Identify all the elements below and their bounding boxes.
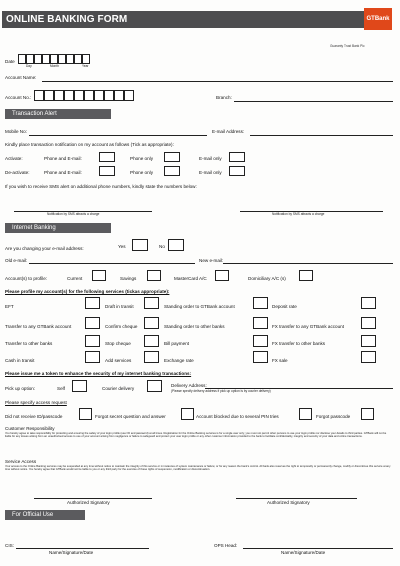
- service-label: Draft in transit: [105, 304, 134, 309]
- old-email-label: Old e-mail:: [5, 258, 28, 263]
- access-heading: Please specify access request: [5, 400, 67, 405]
- service-checkbox[interactable]: [253, 297, 268, 309]
- activate-phone-email-checkbox[interactable]: [99, 152, 115, 162]
- service-checkbox[interactable]: [253, 317, 268, 329]
- change-email-no-label: No: [159, 244, 165, 249]
- ops-head-field[interactable]: [243, 548, 393, 549]
- access-option-checkbox[interactable]: [181, 408, 194, 420]
- profile-current-checkbox[interactable]: [92, 270, 106, 281]
- service-label: Stop cheque: [105, 341, 131, 346]
- alert-instruction: Kindly place transaction notification on my account as follows (Tick as appropriate):: [5, 142, 174, 147]
- profile-savings-checkbox[interactable]: [147, 270, 161, 281]
- service-label: Standing order to other banks: [164, 324, 225, 329]
- mobile-field[interactable]: [29, 135, 207, 136]
- service-label: FX sale: [272, 358, 288, 363]
- change-email-no-checkbox[interactable]: [168, 239, 184, 251]
- pickup-courier-label: Courier delivery: [102, 386, 135, 391]
- signature-line-2[interactable]: [236, 498, 357, 499]
- responsibility-title: Customer Responsibility: [5, 426, 55, 431]
- access-option-label: Forgot passcode: [316, 414, 351, 419]
- service-label: Add services: [105, 358, 132, 363]
- profile-savings-label: Savings: [120, 276, 137, 281]
- account-no-label: Account No.:: [5, 95, 32, 100]
- activate-label: Activate:: [5, 156, 23, 161]
- date-digit-box[interactable]: [42, 54, 50, 64]
- service-label: Bill payment: [164, 341, 190, 346]
- account-digit-box[interactable]: [54, 90, 64, 101]
- account-digit-box[interactable]: [74, 90, 84, 101]
- access-option-checkbox[interactable]: [299, 408, 312, 420]
- access-option-checkbox[interactable]: [361, 408, 374, 420]
- sms-note-1: Notification by SMS attracts a charge: [47, 212, 100, 216]
- profile-current-label: Current: [67, 276, 83, 281]
- transaction-alert-heading: Transaction Alert: [5, 109, 111, 119]
- change-email-yes-label: Yes: [118, 244, 126, 249]
- profile-domiciliary-label: Domiciliary A/C (s): [248, 276, 286, 281]
- account-digit-box[interactable]: [124, 90, 134, 101]
- ops-sub-label: Name/Signature/Date: [281, 550, 326, 555]
- internet-banking-heading: Internet Banking: [5, 223, 111, 233]
- activate-email-only-checkbox[interactable]: [229, 152, 245, 162]
- deactivate-email-only-checkbox[interactable]: [229, 166, 245, 176]
- date-digit-box[interactable]: [58, 54, 66, 64]
- account-name-field[interactable]: [42, 81, 393, 82]
- delivery-note: (Please specify delivery address if pick up option is by courier delivery): [171, 389, 271, 393]
- activate-phone-email-label: Phone and E-mail:: [44, 156, 82, 161]
- delivery-address-label: Delivery Address:: [171, 383, 207, 388]
- access-option-checkbox[interactable]: [79, 408, 92, 420]
- activate-email-only-label: E-mail only: [199, 156, 222, 161]
- date-sub-month: Month: [50, 64, 59, 68]
- deactivate-phone-email-label: Phone and E-mail:: [44, 170, 82, 175]
- service-label: Deposit rate: [272, 304, 297, 309]
- ops-head-label: OPS Head:: [214, 543, 238, 548]
- bank-tagline: Guaranty Trust Bank Plc: [330, 44, 365, 48]
- sms-instruction: If you wish to receive SMS alert on additional phone numbers, kindly state the numbers below:: [5, 184, 197, 189]
- service-checkbox[interactable]: [144, 335, 159, 347]
- activate-phone-only-label: Phone only: [130, 156, 153, 161]
- email-field[interactable]: [250, 135, 393, 136]
- service-label: Transfer to any GTBank account: [5, 324, 72, 329]
- signatory-label-1: Authorized Signatory: [67, 500, 110, 505]
- account-digit-box[interactable]: [44, 90, 54, 101]
- new-email-label: New e-mail:: [199, 258, 224, 263]
- date-digit-box[interactable]: [50, 54, 58, 64]
- service-checkbox[interactable]: [253, 351, 268, 363]
- pickup-courier-checkbox[interactable]: [147, 380, 162, 392]
- signatory-label-2: Authorized Signatory: [267, 500, 310, 505]
- service-access-title: Service Access: [5, 459, 37, 464]
- service-label: FX transfer to any GTBank account: [272, 324, 345, 329]
- token-heading: Please issue me a token to enhance the security of my internet banking transactions:: [5, 371, 192, 376]
- deactivate-email-only-label: E-mail only: [199, 170, 222, 175]
- new-email-field[interactable]: [223, 263, 393, 264]
- account-name-label: Account Name:: [5, 75, 37, 80]
- date-digit-box[interactable]: [34, 54, 42, 64]
- official-use-heading: For Official Use: [5, 510, 85, 520]
- gtbank-logo: GTBank: [364, 8, 392, 30]
- activate-phone-only-checkbox[interactable]: [164, 152, 180, 162]
- profile-mastercard-checkbox[interactable]: [215, 270, 229, 281]
- cis-label: CIS:: [5, 543, 14, 548]
- account-digit-box[interactable]: [34, 90, 44, 101]
- account-digit-box[interactable]: [84, 90, 94, 101]
- date-digit-box[interactable]: [66, 54, 74, 64]
- pickup-self-checkbox[interactable]: [72, 380, 87, 392]
- account-digit-box[interactable]: [64, 90, 74, 101]
- service-checkbox[interactable]: [253, 335, 268, 347]
- form-title: ONLINE BANKING FORM: [6, 14, 128, 25]
- service-checkbox[interactable]: [144, 297, 159, 309]
- service-checkbox[interactable]: [85, 335, 100, 347]
- responsibility-text: You hereby agree to take responsibility for protecting and ensuring the safety of your login profile (user ID and password) at all times. Registration for the Online Banking services is for a single user only; you must not permit other persons to use your login profile nor disclose your details to third parties. GTBank will not be liable for any losses arising from an unauthorised access to use of your account arising from negligence or failure to safeguard and protect your user login profile or any other customer information provided to the bank to facilitate confidentiality, integrity and security of your data and online transactions.: [5, 432, 387, 439]
- date-digit-box[interactable]: [74, 54, 82, 64]
- access-option-label: Account blocked due to several PIN tries: [196, 414, 279, 419]
- account-digit-box[interactable]: [104, 90, 114, 101]
- old-email-field[interactable]: [29, 263, 195, 264]
- service-label: Confirm cheque: [105, 324, 138, 329]
- service-label: Exchange rate: [164, 358, 194, 363]
- branch-label: Branch:: [216, 95, 232, 100]
- account-digit-box[interactable]: [94, 90, 104, 101]
- signature-line-1[interactable]: [34, 498, 152, 499]
- deactivate-phone-only-checkbox[interactable]: [164, 166, 180, 176]
- service-checkbox[interactable]: [144, 317, 159, 329]
- sms-note-2: Notification by SMS attracts a charge: [272, 212, 325, 216]
- service-label: Cash in transit: [5, 358, 35, 363]
- branch-field[interactable]: [234, 101, 393, 102]
- service-checkbox[interactable]: [144, 351, 159, 363]
- service-access-text: Your access to the Online Banking services may be suspended at any time without notice to maintain the integrity of this service or in instances of system maintenance or failure; or for any reason the bank's control. All bank also reserves the right to temporarily or permanently change, modify or discontinue this service at any time without notice. You hereby agree that GTBank would not be liable to you or any third party for the exercise of these rights of suspension, modification or discontinuation.: [5, 465, 391, 472]
- change-email-yes-checkbox[interactable]: [132, 239, 148, 251]
- account-no-boxes[interactable]: [34, 90, 134, 101]
- cis-field[interactable]: [16, 548, 149, 549]
- date-sub-year: Year: [82, 64, 89, 68]
- account-digit-box[interactable]: [114, 90, 124, 101]
- deactivate-label: De-activate:: [5, 170, 30, 175]
- pickup-self-label: Self: [57, 386, 65, 391]
- service-checkbox[interactable]: [361, 335, 376, 347]
- date-sub-day: Day: [26, 64, 32, 68]
- deactivate-phone-email-checkbox[interactable]: [99, 166, 115, 176]
- date-digit-box[interactable]: [18, 54, 26, 64]
- service-label: Transfer to other banks: [5, 341, 53, 346]
- access-option-label: Forgot secret question and answer: [95, 414, 166, 419]
- service-checkbox[interactable]: [85, 317, 100, 329]
- service-checkbox[interactable]: [85, 297, 100, 309]
- profile-mastercard-label: MasterCard A/C: [174, 276, 207, 281]
- profile-label: Account(s) to profile:: [5, 276, 48, 281]
- date-boxes[interactable]: [18, 54, 90, 64]
- deactivate-phone-only-label: Phone only: [130, 170, 153, 175]
- date-digit-box[interactable]: [82, 54, 90, 64]
- service-checkbox[interactable]: [361, 297, 376, 309]
- change-email-question: Are you changing your e-mail address:: [5, 246, 84, 251]
- service-label: EFT: [5, 304, 14, 309]
- service-checkbox[interactable]: [361, 351, 376, 363]
- access-option-label: Did not receive ID/passcode: [5, 414, 63, 419]
- date-label: Date: [5, 59, 15, 64]
- pickup-label: Pick up option:: [5, 386, 36, 391]
- date-digit-box[interactable]: [26, 54, 34, 64]
- mobile-label: Mobile No:: [5, 129, 27, 134]
- service-label: Standing order to GTBank account: [164, 304, 235, 309]
- service-checkbox[interactable]: [85, 351, 100, 363]
- cis-sub-label: Name/Signature/Date: [49, 550, 94, 555]
- services-heading: Please profile my account(s) for the following services (tickas appropriate):: [5, 289, 170, 294]
- service-label: FX transfer to other banks: [272, 341, 326, 346]
- service-checkbox[interactable]: [361, 317, 376, 329]
- email-label: E-mail Address:: [212, 129, 245, 134]
- profile-domiciliary-checkbox[interactable]: [299, 270, 313, 281]
